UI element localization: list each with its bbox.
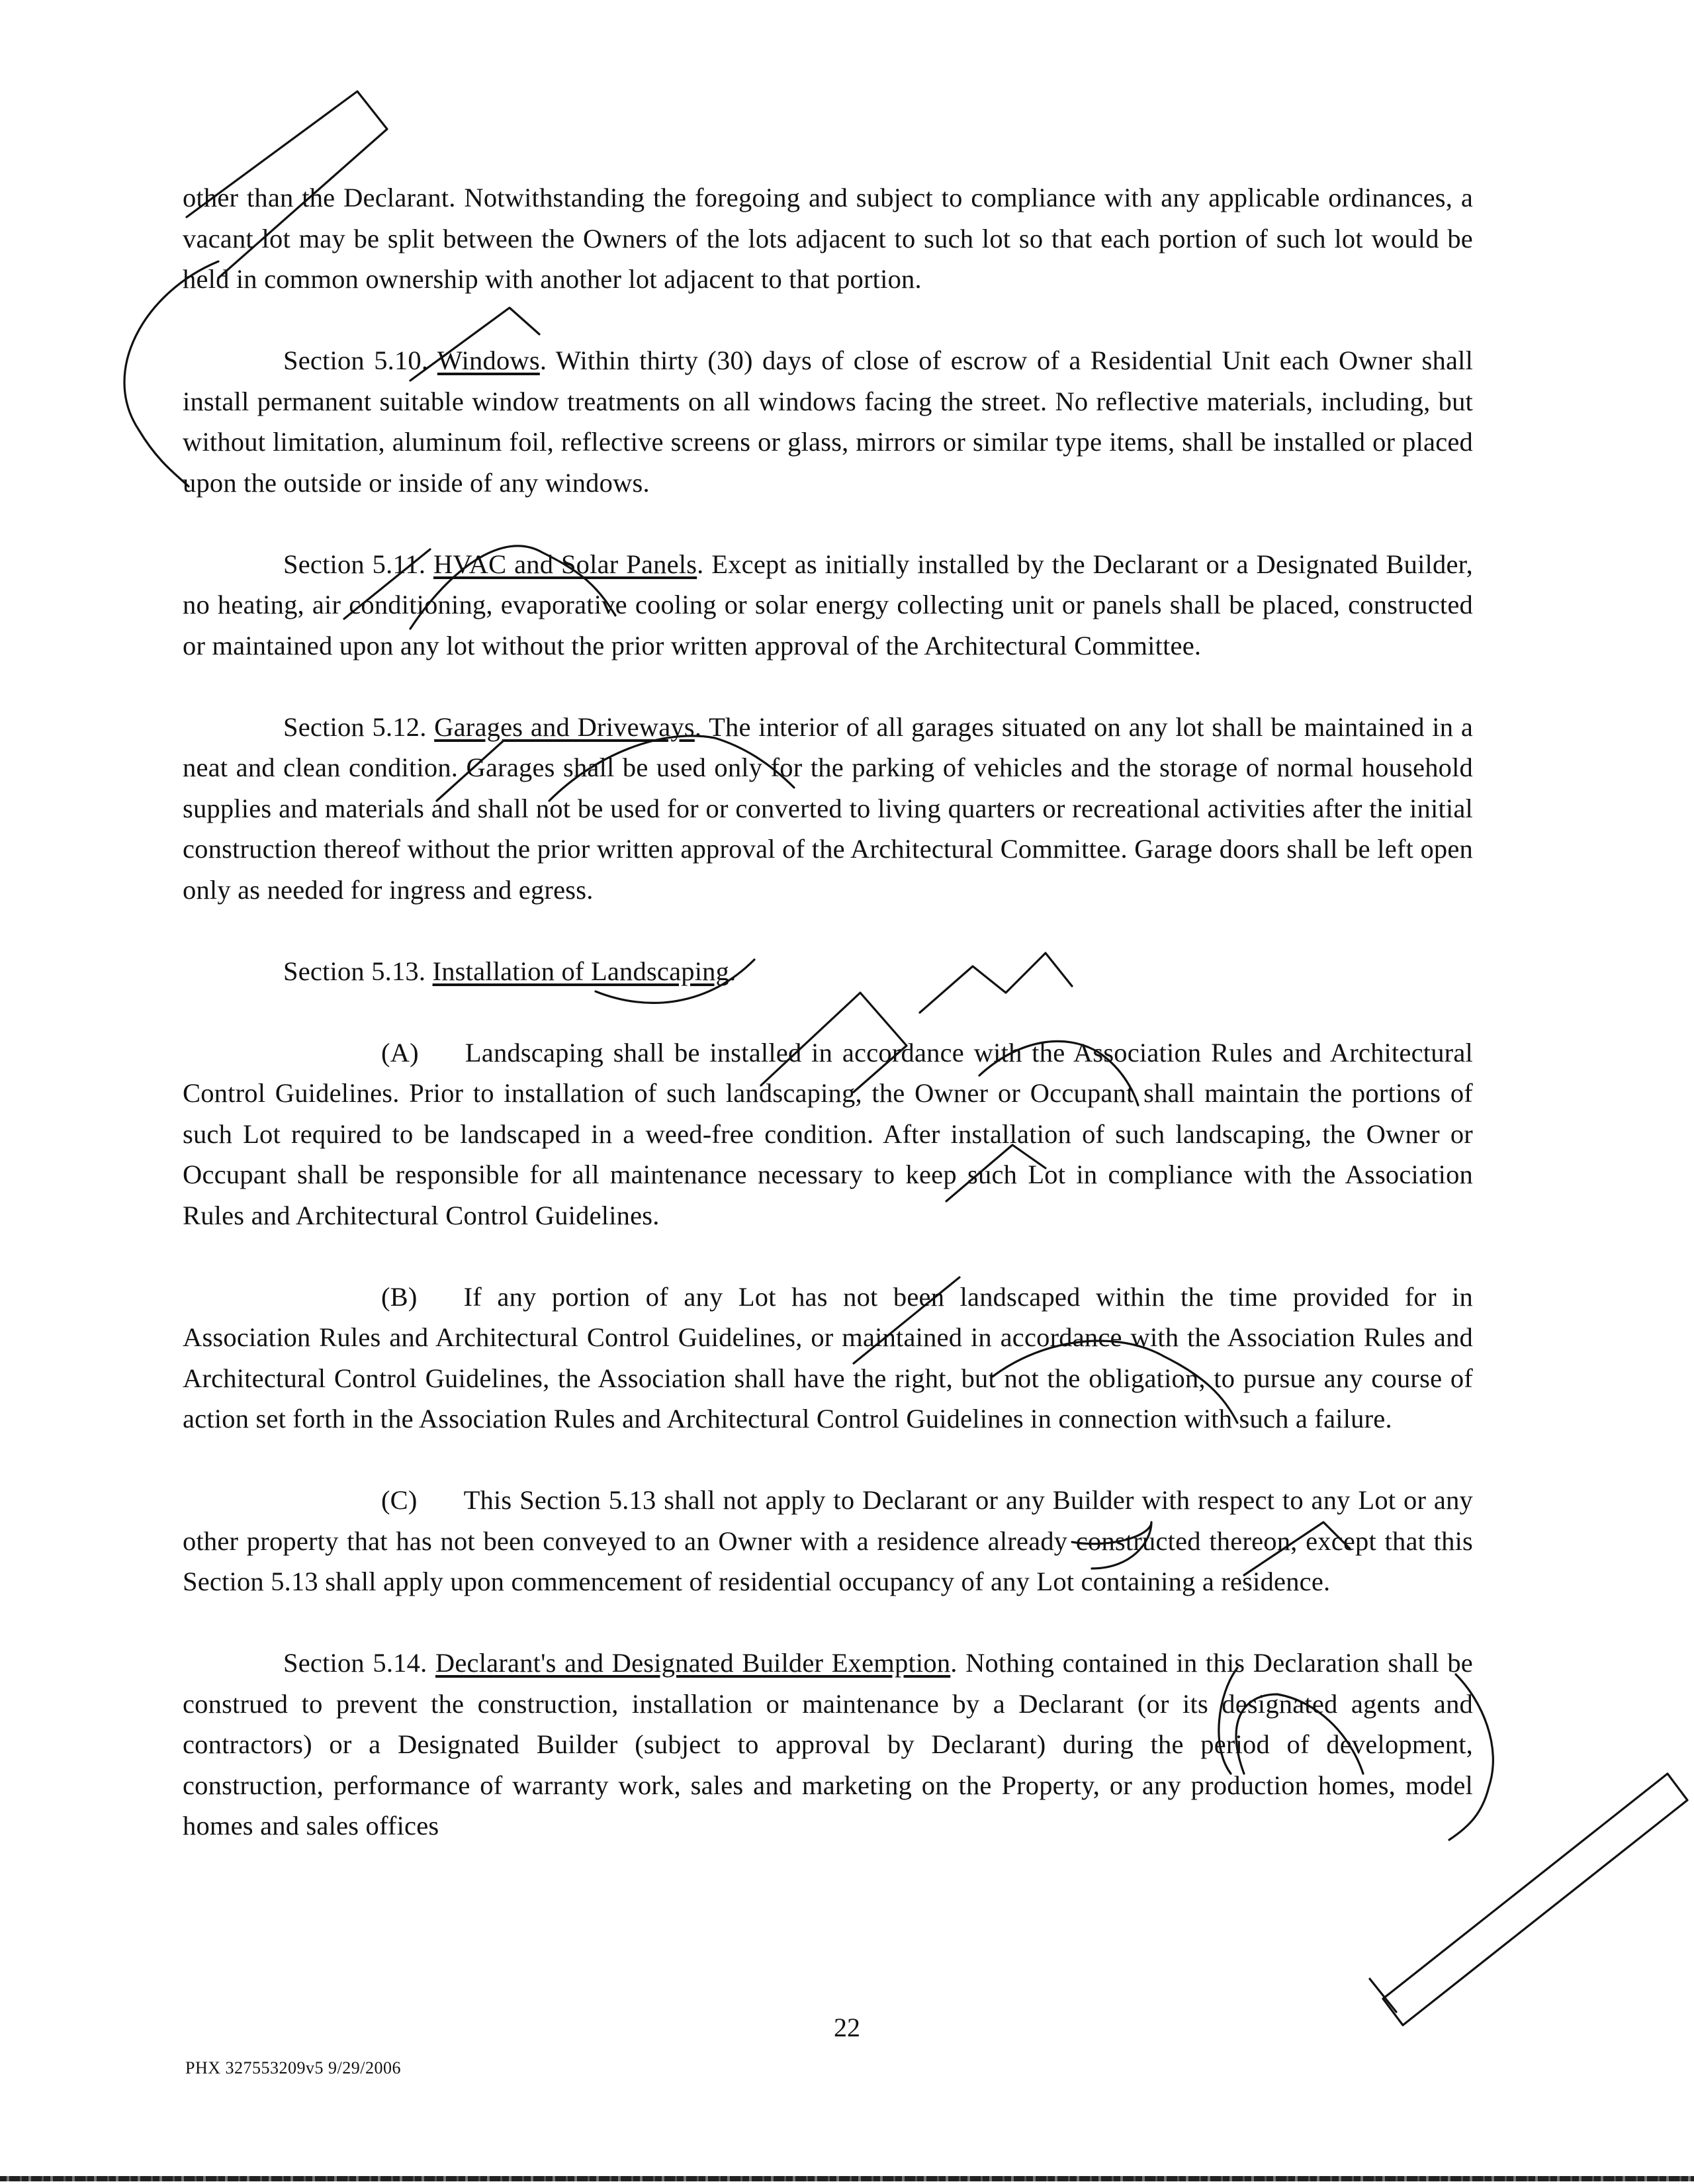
document-body [183,177,1473,1846]
section-5-10: Section 5.10. Windows. Within thirty (30) days of close of escrow of a Residential Unit each Owner shall install permanent suitable window treatments on all windows facing the street. No reflective materials, including, but without limitation, aluminum foil, reflective screens or glass, mirrors or similar type items, shall be installed or placed upon the outside or inside of any windows. [183,345,1474,498]
section-text: Within thirty (30) days of close of escrow of a Residential Unit each Owner shall install permanent suitable window treatments on all windows facing the street. No reflective materials, including, but without limitation, aluminum foil, reflective screens or glass, mirrors or similar type items, shall be installed or placed upon the outside or inside of any windows. [183,345,1474,498]
subsection-label: (B) [381,1281,418,1312]
section-5-12: Section 5.12. Garages and Driveways. The interior of all garages situated on any lot shall be maintained in a neat and clean condition. Garages shall be used only for the parking of vehicles and the storage of normal household supplies and materials and shall not be used for or converted to living quarters or recreational activities after the initial construction thereof without the prior written approval of the Architectural Committee. Garage doors shall be left open only as needed for ingress and egress. [183,711,1473,905]
section-number: Section 5.14. [283,1648,427,1678]
subsection-label: (A) [381,1037,419,1068]
section-number: Section 5.11. [283,549,426,579]
section-number: Section 5.13. [283,956,426,986]
section-text: Except as initially installed by the Declarant or a Designated Builder, no heating, air conditioning, evaporative cooling or solar energy collecting unit or panels shall be placed, constructed or maintained upon any lot without the prior written approval of the Architectural Committee. [183,549,1474,660]
section-title: Windows [437,345,540,375]
section-title: Garages and Driveways [434,711,695,742]
section-5-14: Section 5.14. Declarant's and Designated Builder Exemption. Nothing contained in this Declaration shall be construed to prevent the construction, installation or maintenance by a Declarant (or its designated agents and contractors) or a Designated Builder (subject to approval by Declarant) during the period of development, construction, performance of warranty work, sales and marketing on the Property, or any production homes, model homes and sales offices [183,1648,1473,1841]
scan-edge [0,2176,1694,2181]
footer-document-id: PHX 327553209v5 9/29/2006 [185,2058,401,2077]
subsection-label: (C) [381,1485,418,1515]
subsection-a [183,1032,1473,1236]
section-number: Section 5.10. [283,345,429,375]
section-5-11: Section 5.11. HVAC and Solar Panels. Except as initially installed by the Declarant or a Designated Builder, no heating, air conditioning, evaporative cooling or solar energy collecting unit or panels shall be placed, constructed or maintained upon any lot without the prior written approval of the Architectural Committee. [183,549,1474,660]
section-title: Installation of Landscaping [432,956,730,986]
strike-mark-bottom-right [1370,1979,1396,2012]
section-5-13-heading: Section 5.13. Installation of Landscaping. [283,956,736,986]
section-number: Section 5.12. [283,711,427,742]
page-number: 22 [834,2013,860,2042]
subsection-text: This Section 5.13 shall not apply to Declarant or any Builder with respect to any Lot or any other property that has not been conveyed to an Owner with a residence already constructed thereon, except that this Section 5.13 shall apply upon commencement of residential occupancy of any Lot containing a residence. [183,1485,1473,1596]
section-text: The interior of all garages situated on any lot shall be maintained in a neat and clean condition. Garages shall be used only for the parking of vehicles and the storage of normal household supplies and materials and shall not be used for or converted to living quarters or recreational activities after the initial construction thereof without the prior written approval of the Architectural Committee. Garage doors shall be left open only as needed for ingress and egress. [183,711,1473,905]
subsection-text: If any portion of any Lot has not been landscaped within the time provided for in Association Rules and Architectural Control Guidelines, or maintained in accordance with the Association Rules and Architectural Control Guidelines, the Association shall have the right, but not the obligation, to pursue any course of action set forth in the Association Rules and Architectural Control Guidelines in connection with such a failure. [183,1281,1473,1433]
section-title: HVAC and Solar Panels [433,549,697,579]
subsection-c [183,1480,1473,1602]
subsection-text: Landscaping shall be installed in accordance with the Association Rules and Architectural Control Guidelines. Prior to installation of such landscaping, the Owner or Occupant shall maintain the portions of such Lot required to be landscaped in a weed-free condition. After installation of such landscaping, the Owner or Occupant shall be responsible for all maintenance necessary to keep such Lot in compliance with the Association Rules and Architectural Control Guidelines. [183,1037,1473,1230]
section-text: Nothing contained in this Declaration shall be construed to prevent the construction, installation or maintenance by a Declarant (or its designated agents and contractors) or a Designated Builder (subject to approval by Declarant) during the period of development, construction, performance of warranty work, sales and marketing on the Property, or any production homes, model homes and sales offices [183,1648,1473,1841]
opening-paragraph: other than the Declarant. Notwithstanding the foregoing and subject to compliance with any applicable ordinances, a vacant lot may be split between the Owners of the lots adjacent to such lot so that each portion of such lot would be held in common ownership with another lot adjacent to that portion. [183,183,1473,294]
subsection-b [183,1277,1473,1439]
section-title: Declarant's and Designated Builder Exemption [435,1648,951,1678]
